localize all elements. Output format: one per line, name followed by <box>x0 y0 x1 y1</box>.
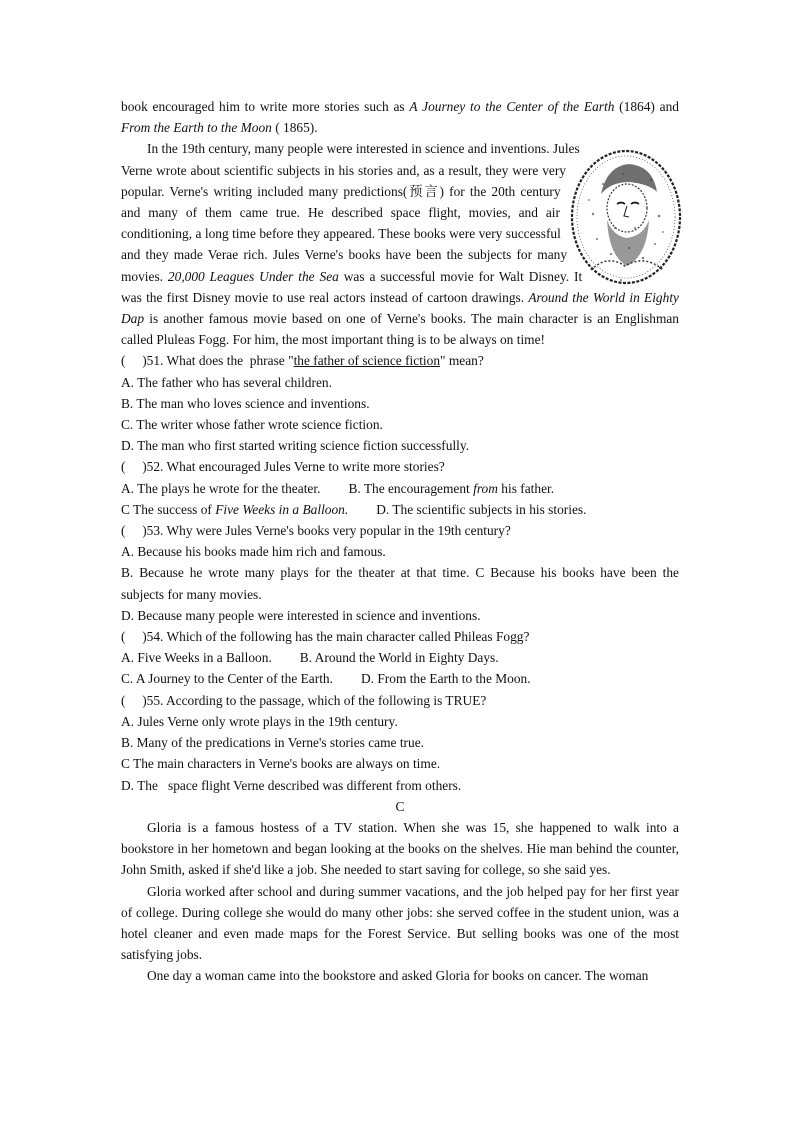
option-a: A. Jules Verne only wrote plays in the 19th century. <box>121 713 398 729</box>
option-c: C. The writer whose father wrote science fiction. <box>121 417 383 433</box>
section-heading-c: C <box>395 798 405 814</box>
portrait-nose <box>624 206 629 217</box>
book-title: From the Earth to the Moon <box>121 120 272 136</box>
option-d: D. The scientific subjects in his stories. <box>376 501 587 517</box>
movie-title: Around the World in Eighty Dap <box>121 289 679 327</box>
italic-word: from <box>473 480 498 496</box>
option-d: D. The space flight Verne described was different from others. <box>121 777 462 793</box>
text-run: was a successful movie for Walt Disney. It was the first Disney movie to use real actors instead of cartoon drawings. <box>121 268 583 305</box>
option-b: B. The man who loves science and inventions. <box>121 395 370 411</box>
text-run: book encouraged him to write more stories such as <box>121 99 410 114</box>
option-a: A. Because his books made him rich and famous. <box>121 544 386 560</box>
underlined-phrase: the father of science fiction <box>293 353 441 369</box>
movie-title: 20,000 Leagues Under the Sea <box>167 268 339 284</box>
book-title: Five Weeks in a Balloon. <box>215 501 349 517</box>
question-55 <box>121 690 679 796</box>
options-a-b <box>121 647 679 668</box>
portrait-hair <box>601 164 657 194</box>
text-run: " mean? <box>440 353 484 369</box>
option-a: A. The father who has several children. <box>121 374 332 390</box>
portrait-face <box>607 184 647 232</box>
portrait-eyes <box>617 203 639 205</box>
text-run: is another famous movie based on one of Verne's books. The main character is an Englishman called Pluleas Fogg. For him, the most important thing is to be always on time! <box>121 311 679 348</box>
question-53 <box>121 520 679 626</box>
option-a: A. The plays he wrote for the theater. <box>121 480 321 496</box>
passage-b-paragraph-2 <box>121 138 679 350</box>
option-c: C The success of <box>121 501 216 517</box>
option-d: D. The man who first started writing science fiction successfully. <box>121 438 470 454</box>
question-stem: ( )53. Why were Jules Verne's books very popular in the 19th century? <box>121 523 511 539</box>
question-51 <box>121 350 679 456</box>
option-b: B. The encouragement <box>348 480 474 496</box>
options-a-b <box>121 478 679 499</box>
option-d: D. Because many people were interested in science and inventions. <box>121 607 481 623</box>
option-b: B. Many of the predications in Verne's stories came true. <box>121 735 425 751</box>
text-run: ( )51. What does the phrase " <box>121 353 294 369</box>
passage-c-paragraph-2: Gloria worked after school and during summer vacations, and the job helped pay for her first year of college. During college she would do many other jobs: she served coffee in the student union, was a hotel cleaner and even made maps for the Forest Service. But selling books was one of the most satisfying jobs. <box>121 883 679 963</box>
option-c: C. A Journey to the Center of the Earth. <box>121 671 333 687</box>
question-52 <box>121 456 679 520</box>
text-run: (1864) and <box>614 99 679 114</box>
options-b-c: B. Because he wrote many plays for the theater at that time. C Because his books have been the subjects for many movies. <box>121 565 679 602</box>
document-page <box>121 96 679 987</box>
passage-b-paragraph-1 <box>121 96 679 138</box>
question-stem: ( )55. According to the passage, which of the following is TRUE? <box>121 692 487 708</box>
question-stem <box>121 350 679 371</box>
question-stem: ( )54. Which of the following has the main character called Phileas Fogg? <box>121 629 530 645</box>
option-d: D. From the Earth to the Moon. <box>360 671 531 687</box>
text-run: In the 19th century, many people were interested in science and inventions. Jules Verne wrote about scientific subjects in his stories and, as a result, they were very popular. Verne's writing included many predictions(预言) for the 20th century and many of them came true. He described space flight, movies, and air conditioning, a long time before they appeared. These books were very successful and they made Verae rich. Jules Verne's books have been the subjects for many movies. <box>121 141 580 284</box>
text-run: his father. <box>497 480 555 496</box>
book-title: A Journey to the Center of the Earth <box>409 99 615 114</box>
passage-c-paragraph-1: Gloria is a famous hostess of a TV station. When she was 15, she happened to walk into a bookstore in her hometown and began looking at the books on the shelves. Hie man behind the counter, John Smith, asked if she'd like a job. She needed to start saving for college, so she said yes. <box>121 819 679 878</box>
question-stem: ( )52. What encouraged Jules Verne to write more stories? <box>121 459 445 475</box>
option-b: B. Around the World in Eighty Days. <box>299 650 499 666</box>
question-54 <box>121 626 679 690</box>
text-run: ( 1865). <box>271 120 318 136</box>
options-c-d <box>121 668 679 689</box>
options-c-d <box>121 499 679 520</box>
option-a: A. Five Weeks in a Balloon. <box>121 650 272 666</box>
option-c: C The main characters in Verne's books are always on time. <box>121 756 441 772</box>
passage-c-paragraph-3: One day a woman came into the bookstore and asked Gloria for books on cancer. The woman <box>147 968 649 984</box>
